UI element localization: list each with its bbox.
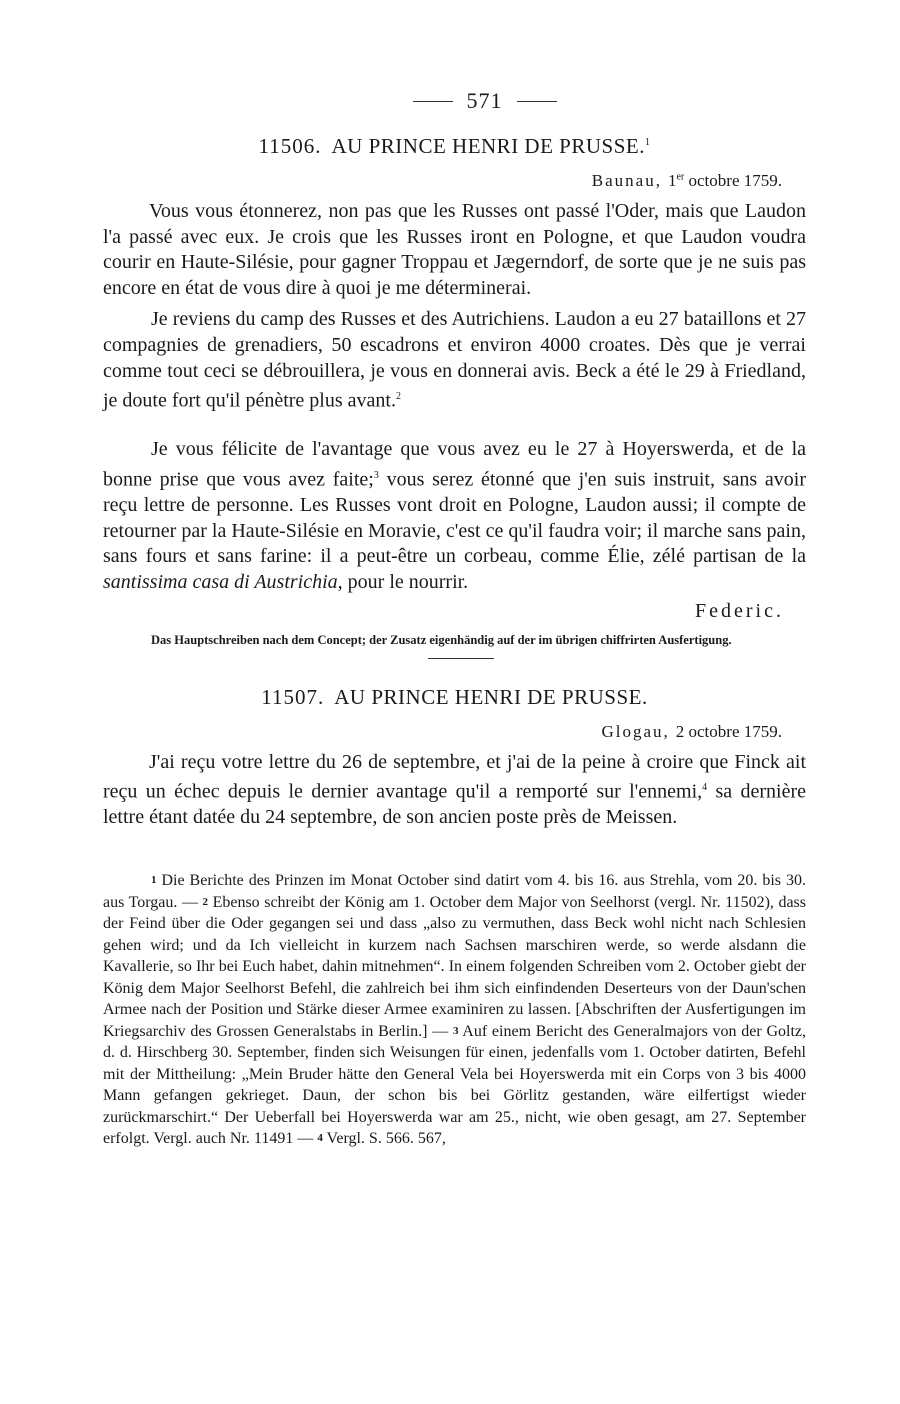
dateline-day: 1 xyxy=(667,171,677,190)
footnote-text: Ebenso schreibt der König am 1. October dem Major von Seelhorst (vergl. Nr. 11502), dass der Feind über die Oder gegangen sei und dass „also zu vermuthen, dass Beck wohl nicht nach Schlesien gehen wird; und da Ich vielleicht in kurzem nach Sachsen marschiren werde, so werde alsdann die Kavallerie, so Ihr bei Euch habet, dahin mitnehmen“. In einem folgenden Schreiben vom 2. October giebt der König dem Major Seelhorst Befehl, die zahlreich bei ihm sich einfindenden Deserteurs von der Daun'schen Armee nach der Position und Stärke dieser Armee examiniren zu lassen. [Abschriften der Ausfertigungen im Kriegsarchiv des Grossen Generalstabs in Berlin.] — xyxy=(103,893,807,1040)
letter-number: 11506. xyxy=(258,134,322,158)
dateline-date: octobre 1759. xyxy=(688,171,782,190)
postscript-text: vous serez étonné que j'en suis instruit, sans avoir reçu lettre de personne. Les Russes vont droit en Pologne, Laudon aussi; il compte de retourner par la Haute-Silésie en Moravie, c'est ce qu'il faudra voir; il marche sans pain, sans fours et sans farine: il a peut-être un corbeau, comme Élie, zélé partisan de la xyxy=(103,468,806,568)
dateline-place: Baunau, xyxy=(591,171,662,190)
dateline-date: 2 octobre 1759. xyxy=(675,721,782,741)
footnote-ref: 3 xyxy=(373,470,379,481)
postscript-text: Je vous félicite de l'avantage que vous avez eu le 27 à Hoyerswerda, et de la bonne prise que vous avez faite; xyxy=(103,438,806,491)
footnote-number: 3 xyxy=(452,1024,459,1037)
footnote-text: Die Berichte des Prinzen im Monat October sind datirt vom 4. bis 16. aus Strehla, vom 20. bis 30. aus Torgau. — xyxy=(103,872,806,911)
paragraph-text: Je reviens du camp des Russes et des Autrichiens. Laudon a eu 27 bataillons et 27 compagnies de grenadiers, 50 escadrons et environ 4000 croates. Dès que je verrai comme tout ceci se débrouillera, je vous en donnerai avis. Beck a été le 29 à Friedland, je doute fort qu'il pénètre plus avant. xyxy=(103,308,806,412)
document-page xyxy=(103,88,806,1150)
footnote-text: Vergl. S. 566. 567, xyxy=(322,1130,446,1148)
dateline-day-suffix: er xyxy=(676,171,685,183)
footnote-text: Auf einem Bericht des Generalmajors von der Goltz, d. d. Hirschberg 30. September, finden sich Weisungen für einen, jedenfalls vom 1. October datirten, Befehl mit der Mittheilung: „Mein Bruder hätte den General Vela bei Hoyerswerda mit ein Corps von 3 bis 4000 Mann gefangen gekrieget. Daun, der schon bis bei Görlitz gestanden, wäre eilfertigst wieder zurückmarschirt.“ Der Ueberfall bei Hoyerswerda war am 25., nicht, wie oben gesagt, am 27. September erfolgt. Vergl. auch Nr. 11491 — xyxy=(103,1022,807,1148)
postscript-italic-text: santissima casa di Austrichia, xyxy=(103,571,343,594)
footnote-ref: 4 xyxy=(702,782,708,794)
footnote-number: 1 xyxy=(151,874,157,887)
footnote-number: 2 xyxy=(202,895,209,908)
letter-dateline xyxy=(103,171,806,191)
letter-paragraph xyxy=(103,307,806,414)
footnote-ref: 1 xyxy=(644,137,651,148)
footnote-ref: 2 xyxy=(395,391,401,403)
page-number-text: 571 xyxy=(466,88,503,113)
page-number xyxy=(163,88,806,114)
section-divider xyxy=(428,658,494,659)
footnotes xyxy=(103,870,806,1150)
footnote-block xyxy=(103,870,806,1150)
footnote-number: 4 xyxy=(317,1132,323,1145)
page-number-left-rule xyxy=(413,101,453,102)
letter-title: AU PRINCE HENRI DE PRUSSE. xyxy=(331,134,645,158)
dateline-place: Glogau, xyxy=(601,721,670,741)
paragraph-text: sa dernière lettre étant datée du 24 septembre, de son ancien poste près de Meissen. xyxy=(103,780,806,829)
letter-signature: Federic. xyxy=(695,599,784,622)
paragraph-text: J'ai reçu votre lettre du 26 de septembre, et j'ai de la peine à croire que Finck ait reçu un échec depuis le dernier avantage qu'il a remporté sur l'ennemi, xyxy=(103,750,806,803)
letter-heading-11507 xyxy=(103,685,806,710)
letter-title: AU PRINCE HENRI DE PRUSSE. xyxy=(334,684,648,709)
postscript-text: pour le nourrir. xyxy=(342,571,469,594)
source-note: Das Hauptschreiben nach dem Concept; der Zusatz eigenhändig auf der im übrigen chiffrirten Ausfertigung. xyxy=(151,632,732,647)
page-number-right-rule xyxy=(517,101,557,102)
paragraph-text: Vous vous étonnerez, non pas que les Russes ont passé l'Oder, mais que Laudon l'a passé avec eux. Je crois que les Russes iront en Pologne, et que Laudon voudra courir en Haute-Silésie, pour gagner Troppau et Jægerndorf, de sorte que je ne suis pas encore en état de vous dire à quoi je me déterminerai. xyxy=(103,200,806,299)
letter-postscript xyxy=(103,437,806,595)
letter-dateline xyxy=(103,722,806,742)
letter-number: 11507. xyxy=(261,684,325,709)
letter-paragraph xyxy=(103,750,806,831)
letter-heading-11506 xyxy=(103,134,806,159)
letter-paragraph xyxy=(103,199,806,301)
